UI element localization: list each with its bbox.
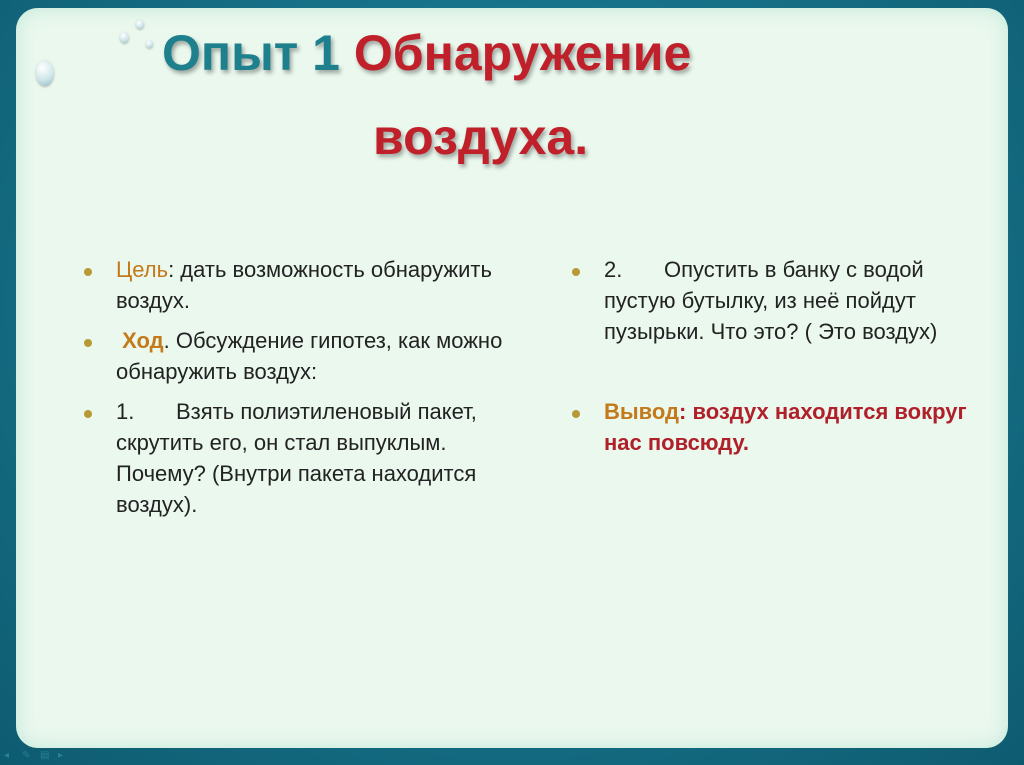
- bullet-icon: [84, 268, 92, 276]
- step-2-text: Опустить в банку с водой пустую бутылку, из неё пойдут пузырьки. Что это? ( Это воздух): [604, 257, 938, 344]
- title-topic: Обнаружение: [353, 25, 692, 81]
- list-item-step-2: [572, 254, 992, 347]
- slideshow-nav: [4, 751, 70, 761]
- list-item-conclusion: [572, 396, 992, 458]
- conclusion-separator: :: [679, 399, 693, 424]
- conclusion-text: воздух находится вокруг нас повсюду.: [604, 399, 967, 455]
- goal-label: Цель: [116, 257, 169, 282]
- menu-icon[interactable]: ▤: [40, 750, 50, 761]
- left-column: [84, 254, 504, 529]
- process-label: Ход: [122, 328, 164, 353]
- bullet-icon: [84, 339, 92, 347]
- bullet-icon: [572, 268, 580, 276]
- bullet-icon: [572, 410, 580, 418]
- next-icon[interactable]: ▸: [58, 750, 64, 761]
- right-column: [572, 254, 992, 467]
- water-drop-icon: [136, 20, 144, 29]
- slide-panel: [16, 8, 1008, 748]
- goal-text: : дать возможность обнаружить воздух.: [116, 257, 492, 313]
- list-item-process: [84, 325, 504, 387]
- step-2-number: 2.: [604, 257, 623, 282]
- water-drop-icon: [120, 32, 129, 43]
- water-drop-icon: [36, 60, 54, 86]
- list-item-step-1: [84, 396, 504, 520]
- prev-icon[interactable]: ◂: [4, 750, 10, 761]
- bullet-icon: [84, 410, 92, 418]
- conclusion-label: Вывод: [604, 399, 680, 424]
- process-text: . Обсуждение гипотез, как можно обнаружить воздух:: [116, 328, 503, 384]
- step-1-number: 1.: [116, 399, 135, 424]
- slide-title-line-2: воздуха.: [373, 109, 589, 165]
- title-experiment-number: Опыт 1: [162, 25, 340, 81]
- slide-title-line-1: [162, 25, 692, 81]
- pen-icon[interactable]: ✎: [22, 750, 31, 761]
- water-drop-icon: [146, 40, 153, 48]
- list-item-goal: [84, 254, 504, 316]
- step-1-text: Взять полиэтиленовый пакет, скрутить его, он стал выпуклым. Почему? (Внутри пакета находится воздух).: [116, 399, 477, 517]
